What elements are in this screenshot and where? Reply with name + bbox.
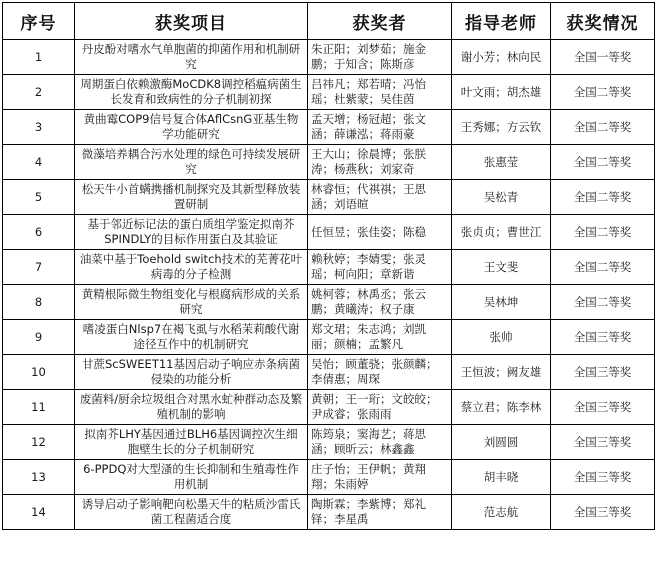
- row-index: 2: [3, 75, 75, 110]
- row-winners: 赖秋婷；李婧雯；张灵瑶；柯向阳；章新谐: [308, 250, 452, 285]
- row-project: 黄精根际微生物组变化与根腐病形成的关系研究: [75, 285, 308, 320]
- row-advisor: 胡丰晓: [452, 460, 551, 495]
- row-project: 微藻培养耦合污水处理的绿色可持续发展研究: [75, 145, 308, 180]
- row-project: 诱导启动子影响靶向松墨天牛的粘质沙雷氏菌工程菌适合度: [75, 495, 308, 530]
- row-advisor: 张帅: [452, 320, 551, 355]
- row-advisor: 吴林坤: [452, 285, 551, 320]
- table-row: [3, 145, 655, 180]
- header-result: 获奖情况: [551, 3, 655, 40]
- row-project: 甘蔗ScSWEET11基因启动子响应赤条病菌侵染的功能分析: [75, 355, 308, 390]
- row-index: 13: [3, 460, 75, 495]
- table-row: [3, 425, 655, 460]
- row-advisor: 范志航: [452, 495, 551, 530]
- table-row: [3, 285, 655, 320]
- table-row: [3, 460, 655, 495]
- row-result: 全国二等奖: [551, 75, 655, 110]
- row-winners: 姚柯蓉；林禹丞；张云鹏；黄曦涛；权子康: [308, 285, 452, 320]
- header-project: 获奖项目: [75, 3, 308, 40]
- row-result: 全国二等奖: [551, 180, 655, 215]
- table-row: [3, 320, 655, 355]
- row-winners: 黄朝；王一珩；文皎皎；尹成睿；张雨雨: [308, 390, 452, 425]
- row-project: 拟南芥LHY基因通过BLH6基因调控次生细胞壁生长的分子机制研究: [75, 425, 308, 460]
- row-winners: 林睿恒；代祺祺；王思涵；刘语暄: [308, 180, 452, 215]
- row-advisor: 叶文雨；胡杰雄: [452, 75, 551, 110]
- row-index: 5: [3, 180, 75, 215]
- table-row: [3, 250, 655, 285]
- row-result: 全国二等奖: [551, 215, 655, 250]
- row-winners: 郑文珺；朱志鸿；刘凯丽；颜楠；孟繁凡: [308, 320, 452, 355]
- row-index: 9: [3, 320, 75, 355]
- table-row: [3, 110, 655, 145]
- row-result: 全国三等奖: [551, 390, 655, 425]
- header-advisor: 指导老师: [452, 3, 551, 40]
- row-result: 全国三等奖: [551, 460, 655, 495]
- row-winners: 陶斯霖；李紫博；郑礼铎；李星禹: [308, 495, 452, 530]
- row-result: 全国二等奖: [551, 145, 655, 180]
- row-index: 6: [3, 215, 75, 250]
- row-result: 全国三等奖: [551, 495, 655, 530]
- table-row: [3, 215, 655, 250]
- row-winners: 吴怡；顾董骁；张颜麟；李倩惠；周琛: [308, 355, 452, 390]
- row-project: 6-PPDQ对大型溞的生长抑制和生殖毒性作用机制: [75, 460, 308, 495]
- row-advisor: 吴松青: [452, 180, 551, 215]
- row-result: 全国二等奖: [551, 250, 655, 285]
- row-advisor: 蔡立君；陈李林: [452, 390, 551, 425]
- row-result: 全国二等奖: [551, 285, 655, 320]
- table-row: [3, 75, 655, 110]
- table-row: [3, 390, 655, 425]
- row-project: 松天牛小首螨携播机制探究及其新型释放装置研制: [75, 180, 308, 215]
- row-winners: 朱正阳；刘梦茹；施金鹏；于知含；陈斯彦: [308, 40, 452, 75]
- row-project: 废菌料/厨余垃圾组合对黑水虻种群动态及繁殖机制的影响: [75, 390, 308, 425]
- table-row: [3, 495, 655, 530]
- row-result: 全国二等奖: [551, 110, 655, 145]
- row-result: 全国三等奖: [551, 425, 655, 460]
- row-project: 嗜凌蛋白Nlsp7在褐飞虱与水稻茉莉酸代谢途径互作中的机制研究: [75, 320, 308, 355]
- row-advisor: 王秀娜；方云钦: [452, 110, 551, 145]
- row-index: 7: [3, 250, 75, 285]
- table-row: [3, 40, 655, 75]
- row-index: 14: [3, 495, 75, 530]
- header-row: [3, 3, 655, 40]
- row-winners: 任恒昱；张佳姿；陈稳: [308, 215, 452, 250]
- header-winners: 获奖者: [308, 3, 452, 40]
- table-row: [3, 180, 655, 215]
- table-row: [3, 355, 655, 390]
- row-advisor: 王文斐: [452, 250, 551, 285]
- row-winners: 吕祎凡；郑若晴；冯怡瑶；杜紫蒙；吴佳茵: [308, 75, 452, 110]
- row-index: 1: [3, 40, 75, 75]
- row-index: 11: [3, 390, 75, 425]
- row-winners: 王大山；徐晨博；张朕涛；杨燕秋；刘家奇: [308, 145, 452, 180]
- row-winners: 庄子怡；王伊帆；黄翔翔；朱雨婷: [308, 460, 452, 495]
- row-index: 4: [3, 145, 75, 180]
- row-index: 3: [3, 110, 75, 145]
- row-index: 8: [3, 285, 75, 320]
- row-advisor: 谢小芳；林向民: [452, 40, 551, 75]
- awards-sheet: [2, 2, 654, 530]
- row-winners: 陈筠泉；窦海艺；蒋思涵；顾昕云；林鑫鑫: [308, 425, 452, 460]
- row-index: 10: [3, 355, 75, 390]
- row-project: 基于邻近标记法的蛋白质组学鉴定拟南芥SPINDLY的目标作用蛋白及其验证: [75, 215, 308, 250]
- row-project: 黄曲霉COP9信号复合体AflCsnG亚基生物学功能研究: [75, 110, 308, 145]
- row-advisor: 王恒波；阙友雄: [452, 355, 551, 390]
- row-advisor: 刘圆圆: [452, 425, 551, 460]
- row-project: 丹皮酚对嗜水气单胞菌的抑菌作用和机制研究: [75, 40, 308, 75]
- row-index: 12: [3, 425, 75, 460]
- row-advisor: 张惠莹: [452, 145, 551, 180]
- awards-table: [2, 2, 655, 530]
- header-index: 序号: [3, 3, 75, 40]
- row-advisor: 张贞贞；曹世江: [452, 215, 551, 250]
- table-body: [3, 40, 655, 530]
- row-result: 全国三等奖: [551, 355, 655, 390]
- row-result: 全国一等奖: [551, 40, 655, 75]
- row-winners: 孟天增；杨冠超；张文涵；薛谦泓；蒋雨豪: [308, 110, 452, 145]
- row-result: 全国三等奖: [551, 320, 655, 355]
- row-project: 油菜中基于Toehold switch技术的芜菁花叶病毒的分子检测: [75, 250, 308, 285]
- row-project: 周期蛋白依赖激酶MoCDK8调控稻瘟病菌生长发育和致病性的分子机制初探: [75, 75, 308, 110]
